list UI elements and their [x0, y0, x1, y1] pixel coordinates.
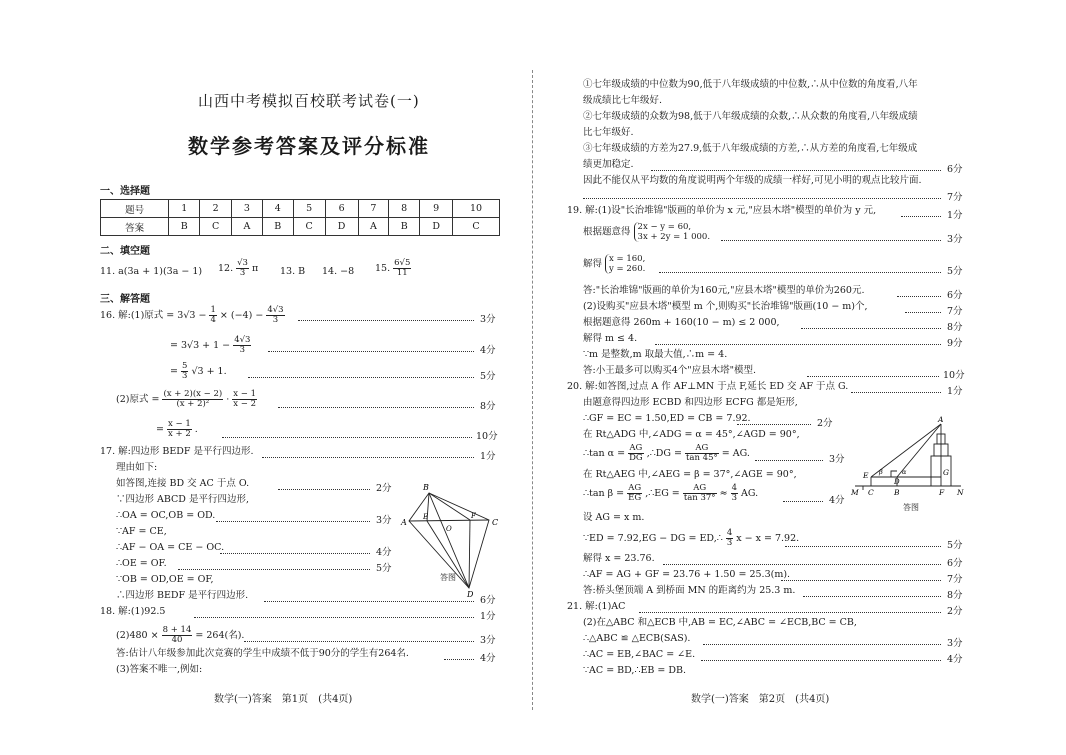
q20-text: ≈	[719, 488, 728, 499]
numerator: 5	[182, 361, 188, 371]
q17-line-4: ∵四边形 ABCD 是平行四边形,	[116, 494, 249, 505]
q16-text: =	[156, 424, 164, 435]
table-cell: 8	[389, 200, 420, 218]
table-row-answers	[101, 218, 500, 236]
leader-dots	[737, 424, 811, 425]
leader-dots	[194, 617, 474, 618]
q18-analysis-line-4: 比七年级好.	[583, 127, 634, 138]
label-beta: β	[879, 468, 883, 476]
denominator: tan 37°	[683, 493, 716, 503]
section-multiple-choice: 一、选择题	[100, 186, 150, 197]
leader-dots	[905, 312, 941, 313]
table-cell: 4	[262, 200, 293, 218]
fraction	[731, 484, 738, 503]
q19-text: 根据题意得	[583, 226, 631, 238]
fraction	[266, 306, 284, 325]
q12-label: 12.	[218, 263, 234, 274]
q20-text: ,∴EG =	[645, 488, 680, 499]
label-c: C	[492, 518, 499, 527]
q21-line-5: ∵AC = BD,∴EB = DB.	[583, 665, 687, 676]
q20-line-10: 解得 x = 23.76.	[583, 553, 655, 564]
q18-text: (2)480 ×	[116, 630, 159, 641]
leader-dots	[264, 601, 474, 602]
score: 4分	[480, 345, 496, 356]
q17-line-8: ∴OE = OF.	[116, 558, 167, 569]
score: 5分	[376, 563, 392, 574]
numerator: 4	[731, 483, 737, 493]
fraction	[628, 444, 644, 463]
numerator: √3	[237, 258, 248, 268]
leader-dots	[655, 344, 941, 345]
q15-label: 15.	[375, 263, 391, 274]
q19-line-4: 答:"长治堆锦"版画的单价为160元,"应县木塔"模型的单价为260元.	[583, 285, 865, 296]
fraction	[162, 390, 223, 409]
leader-dots	[583, 198, 941, 199]
label-e: E	[423, 513, 429, 521]
leader-dots	[639, 612, 941, 613]
score: 6分	[480, 595, 496, 606]
leader-dots	[244, 641, 474, 642]
q18-analysis-line-6: 绩更加稳定.	[583, 159, 634, 170]
label-e: E	[863, 471, 869, 480]
q17-line-6: ∵AF = CE,	[116, 526, 167, 537]
table-cell: 5	[293, 200, 325, 218]
q18-analysis-line-7: 因此不能仅从平均数的角度说明两个年级的成绩一样好,可见小明的观点比较片面.	[583, 175, 922, 186]
equation: 3x + 2y = 1 000.	[637, 232, 711, 242]
exam-title: 数学参考答案及评分标准	[188, 134, 430, 158]
label-alpha: α	[902, 468, 907, 476]
score: 1分	[947, 210, 963, 221]
score: 10分	[943, 370, 965, 381]
denominator: x + 2	[168, 429, 191, 439]
denominator: x − 2	[233, 399, 257, 409]
table-cell: A	[232, 218, 263, 236]
q12-suffix: π	[252, 263, 259, 274]
denominator: 40	[171, 635, 183, 645]
numerator: AG	[683, 484, 717, 494]
fraction	[232, 390, 257, 409]
equation: y = 260.	[609, 264, 646, 274]
section-solutions: 三、解答题	[100, 294, 150, 305]
label-f: F	[939, 488, 945, 497]
q18-analysis-line-2: 级成绩比七年级好.	[583, 95, 663, 106]
q16-text: .	[194, 424, 198, 435]
leader-dots	[268, 351, 474, 352]
score: 5分	[480, 371, 496, 382]
q19-line-8: ∵m 是整数,m 取最大值,∴m = 4.	[583, 349, 728, 360]
numerator: 6√5	[394, 258, 411, 268]
q17-line-2: 理由如下:	[116, 462, 158, 473]
label-f: F	[471, 512, 476, 520]
fraction	[685, 444, 719, 463]
leader-dots	[701, 660, 941, 661]
leader-dots	[851, 392, 941, 393]
right-angle-mark	[891, 471, 897, 477]
table-cell: 9	[420, 200, 453, 218]
q20-figure-caption: 答图	[903, 503, 919, 512]
q18-line-2	[116, 626, 244, 645]
leader-dots	[721, 240, 941, 241]
score: 1分	[947, 386, 963, 397]
q19-text: 解得	[583, 258, 603, 270]
leader-dots	[781, 580, 941, 581]
numerator: 8 + 14	[162, 625, 192, 635]
q17-line-3: 如答图,连接 BD 交 AC 于点 O.	[116, 478, 250, 489]
leader-dots	[801, 328, 941, 329]
q16-line-1	[100, 306, 285, 325]
equation: x = 160,	[609, 254, 646, 264]
leader-dots	[807, 376, 939, 377]
q21-line-1: 21. 解:(1)AC	[567, 601, 626, 612]
q20-line-8: 设 AG = x m.	[583, 512, 645, 523]
leader-dots	[298, 320, 474, 321]
q20-line-5	[583, 444, 750, 463]
score: 3分	[480, 314, 496, 325]
q18-analysis-line-1: ①七年级成绩的中位数为90,低于八年级成绩的中位数,∴从中位数的角度看,八年	[583, 79, 918, 90]
denominator: 3	[272, 315, 279, 325]
q18-text: = 264(名).	[195, 630, 245, 641]
section-fill-in: 二、填空题	[100, 246, 150, 257]
label-a: A	[938, 415, 944, 424]
q17-line-9: ∵OB = OD,OE = OF,	[116, 574, 214, 585]
numerator: x − 1	[168, 419, 191, 429]
table-cell: C	[293, 218, 325, 236]
table-cell: B	[169, 218, 200, 236]
solution-system	[605, 254, 645, 274]
q19-line-5: (2)设购买"应县木塔"模型 m 个,则购买"长治堆锦"版画(10 − m)个,	[583, 301, 868, 312]
q12-fraction	[236, 259, 249, 278]
q19-line-9: 答:小王最多可以购买4个"应县木塔"模型.	[583, 365, 757, 376]
q17-line-10: ∴四边形 BEDF 是平行四边形.	[116, 590, 249, 601]
score: 9分	[947, 338, 963, 349]
q20-line-1: 20. 解:如答图,过点 A 作 AF⊥MN 于点 F,延长 ED 交 AF 于点 G.	[567, 381, 849, 392]
table-cell: 1	[169, 200, 200, 218]
label-m: M	[851, 488, 859, 497]
denominator: tan 45°	[686, 453, 718, 463]
q16-text: 16. 解:(1)原式 = 3√3 −	[100, 310, 207, 321]
leader-dots	[651, 170, 941, 171]
exam-subtitle: 山西中考模拟百校联考试卷(一)	[198, 92, 420, 110]
numerator: 4√3	[267, 305, 284, 315]
score: 3分	[947, 638, 963, 649]
table-cell: C	[453, 218, 500, 236]
page-footer: 数学(一)答案 第1页 (共4页)	[214, 694, 353, 705]
score: 7分	[947, 306, 963, 317]
score: 7分	[947, 192, 963, 203]
q20-line-2: 由题意得四边形 ECBD 和四边形 ECFG 都是矩形,	[583, 397, 798, 408]
leader-dots	[248, 377, 474, 378]
q20-bridge-tower-figure	[849, 412, 964, 504]
score: 1分	[480, 611, 496, 622]
score: 7分	[947, 574, 963, 585]
q20-text: ,∴DG =	[646, 448, 682, 459]
score: 6分	[947, 558, 963, 569]
score: 3分	[829, 454, 845, 465]
q18-line-3: 答:估计八年级参加此次竞赛的学生中成绩不低于90分的学生有264名.	[116, 648, 409, 659]
leader-dots	[803, 596, 941, 597]
diagonal-ac	[409, 520, 489, 521]
q19-line-7: 解得 m ≤ 4.	[583, 333, 638, 344]
fraction	[162, 626, 193, 645]
fraction	[683, 484, 717, 503]
denominator: 3	[239, 268, 246, 278]
q19-line-1: 19. 解:(1)设"长治堆锦"版画的单价为 x 元,"应县木塔"模型的单价为 y 元,	[567, 205, 877, 216]
answer-table	[100, 199, 500, 236]
segment-fd	[469, 520, 470, 588]
q16-line-4	[116, 390, 257, 409]
denominator: 3	[239, 345, 246, 355]
q16-text: = 3√3 + 1 −	[170, 340, 231, 351]
score: 2分	[376, 483, 392, 494]
q21-line-2: (2)在△ABC 和△ECB 中,AB = EC,∠ABC = ∠ECB,BC = CB,	[583, 617, 857, 628]
table-cell: D	[325, 218, 358, 236]
denominator: EG	[628, 493, 642, 503]
label-c: C	[868, 488, 874, 497]
q18-analysis-line-5: ③七年级成绩的方差为27.9,低于八年级成绩的方差,∴从方差的角度看,七年级成	[583, 143, 918, 154]
denominator: 4	[210, 315, 216, 325]
leader-dots	[703, 644, 941, 645]
table-cell: 6	[325, 200, 358, 218]
q19-line-2	[583, 222, 710, 242]
q16-text: (2)原式 =	[116, 394, 160, 405]
q20-line-9	[583, 529, 799, 548]
answer-q15	[375, 259, 411, 278]
label-d: D	[467, 590, 474, 599]
label-b: B	[894, 488, 900, 497]
table-cell: 题号	[101, 200, 169, 218]
q17-line-5: ∴OA = OC,OB = OD.	[116, 510, 216, 521]
score: 4分	[376, 547, 392, 558]
score: 3分	[376, 515, 392, 526]
q15-fraction	[393, 259, 411, 278]
score: 3分	[947, 234, 963, 245]
q19-line-6: 根据题意得 260m + 160(10 − m) ≤ 2 000,	[583, 317, 780, 328]
label-g: G	[943, 468, 949, 477]
leader-dots	[278, 489, 370, 490]
answer-q12	[218, 259, 258, 278]
numerator: x − 1	[233, 389, 257, 399]
q20-text: ∵ED = 7.92,EG − DG = ED,∴	[583, 533, 723, 544]
table-cell: B	[262, 218, 293, 236]
score: 2分	[817, 418, 833, 429]
q20-text: AG.	[741, 488, 759, 499]
leader-dots	[216, 521, 370, 522]
q18-line-4: (3)答案不唯一,例如:	[116, 664, 203, 675]
answer-q14: 14. −8	[322, 266, 355, 277]
leader-dots	[222, 437, 472, 438]
q16-text: =	[170, 366, 178, 377]
denominator: 3	[726, 538, 733, 548]
label-d: D	[894, 478, 900, 486]
score: 8分	[947, 322, 963, 333]
numerator: 4√3	[234, 335, 251, 345]
answer-page-2	[533, 0, 1066, 755]
score: 8分	[480, 401, 496, 412]
fraction	[627, 484, 642, 503]
leader-dots	[262, 457, 474, 458]
score: 4分	[480, 653, 496, 664]
leader-dots	[220, 553, 370, 554]
q16-text: ·	[226, 394, 230, 405]
denominator: (x + 2)²	[176, 399, 210, 409]
numerator: AG	[685, 444, 719, 454]
q20-line-12: 答:桥头堡顶端 A 到桥面 MN 的距离约为 25.3 m.	[583, 585, 796, 596]
q20-line-4: 在 Rt△ADG 中,∠ADG = α = 45°,∠AGD = 90°,	[583, 429, 800, 440]
q17-figure-caption: 答图	[440, 573, 456, 582]
leader-dots	[897, 296, 941, 297]
table-cell: 10	[453, 200, 500, 218]
score: 4分	[829, 495, 845, 506]
label-a: A	[401, 518, 407, 527]
q16-line-3	[170, 362, 227, 381]
q20-line-6: 在 Rt△AEG 中,∠AEG = β = 37°,∠AGE = 90°,	[583, 469, 797, 480]
leader-dots	[785, 546, 941, 547]
q16-line-5	[156, 420, 198, 439]
label-n: N	[957, 488, 964, 497]
leader-dots	[901, 216, 941, 217]
table-row-question-numbers	[101, 200, 500, 218]
equation-system	[634, 222, 711, 242]
numerator: 1	[210, 305, 216, 315]
denominator: 11	[396, 268, 408, 278]
q18-line-1: 18. 解:(1)92.5	[100, 606, 166, 617]
q20-text: ∴tan α =	[583, 448, 626, 459]
label-o: O	[446, 525, 452, 533]
fraction	[233, 336, 251, 355]
fraction	[181, 362, 188, 381]
q20-line-3: ∴GF = EC = 1.50,ED = CB = 7.92.	[583, 413, 751, 424]
fraction	[726, 529, 733, 548]
score: 2分	[947, 606, 963, 617]
q20-text: = AG.	[721, 448, 750, 459]
denominator: 3	[731, 493, 737, 503]
q20-text: ∴tan β =	[583, 488, 625, 499]
answer-q11: 11. a(3a + 1)(3a − 1)	[100, 266, 203, 277]
leader-dots	[783, 501, 823, 502]
fraction	[167, 420, 192, 439]
table-cell: A	[358, 218, 389, 236]
score: 4分	[947, 654, 963, 665]
score: 10分	[476, 431, 498, 442]
q20-line-11: ∴AF = AG + GF = 23.76 + 1.50 = 25.3(m).	[583, 569, 791, 580]
q17-line-7: ∴AF − OA = CE − OC.	[116, 542, 225, 553]
leader-dots	[755, 460, 823, 461]
answer-q13: 13. B	[280, 266, 306, 277]
leader-dots	[659, 272, 941, 273]
score: 3分	[480, 635, 496, 646]
leader-dots	[178, 569, 370, 570]
table-cell: D	[420, 218, 453, 236]
table-cell: 2	[200, 200, 232, 218]
numerator: AG	[628, 483, 642, 493]
q21-line-3: ∴△ABC ≌ △ECB(SAS).	[583, 633, 691, 644]
q21-line-4: ∴AC = EB,∠BAC = ∠E.	[583, 649, 696, 660]
numerator: (x + 2)(x − 2)	[163, 389, 223, 399]
score: 6分	[947, 164, 963, 175]
table-cell: 答案	[101, 218, 169, 236]
q20-text: x − x = 7.92.	[736, 533, 800, 544]
score: 8分	[947, 590, 963, 601]
numerator: 4	[726, 528, 733, 538]
equation: 2x − y = 60,	[637, 222, 692, 232]
score: 6分	[947, 290, 963, 301]
q16-text: √3 + 1.	[191, 366, 227, 377]
denominator: DG	[629, 453, 643, 463]
q16-text: × (−4) −	[219, 310, 264, 321]
table-cell: C	[200, 218, 232, 236]
leader-dots	[444, 659, 474, 660]
score: 1分	[480, 451, 496, 462]
leader-dots	[278, 407, 474, 408]
table-cell: B	[389, 218, 420, 236]
score: 5分	[947, 540, 963, 551]
leader-dots	[663, 564, 941, 565]
q17-line-1: 17. 解:四边形 BEDF 是平行四边形.	[100, 446, 254, 457]
score: 5分	[947, 266, 963, 277]
q16-line-2	[170, 336, 251, 355]
label-b: B	[423, 483, 429, 492]
table-cell: 7	[358, 200, 389, 218]
denominator: 3	[182, 371, 188, 381]
q18-analysis-line-3: ②七年级成绩的众数为98,低于八年级成绩的众数,∴从众数的角度看,八年级成绩	[583, 111, 918, 122]
numerator: AG	[629, 443, 643, 453]
fraction	[209, 306, 216, 325]
q19-line-3	[583, 254, 645, 274]
table-cell: 3	[232, 200, 263, 218]
q20-line-7	[583, 484, 758, 503]
page-footer: 数学(一)答案 第2页 (共4页)	[691, 694, 830, 705]
